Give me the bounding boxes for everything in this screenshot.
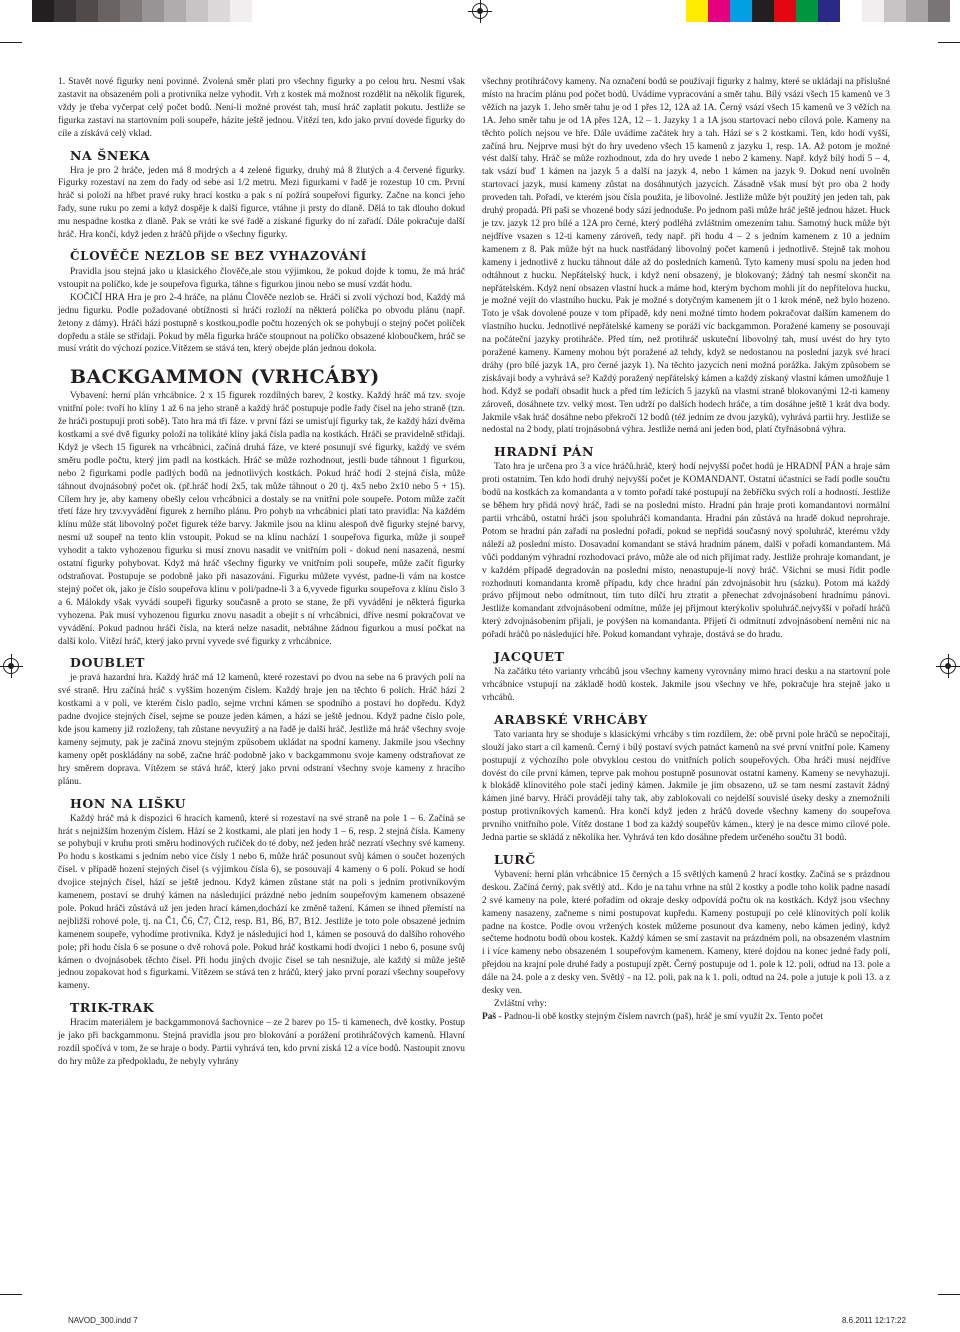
color-swatch-3 [730,0,752,22]
na-sneka-paragraph: Hra je pro 2 hráče, jeden má 8 modrých a 4 zelené figurky, druhý má 8 žlutých a 4 červené figurky. Figurky rozestaví na zem do řady od sebe asi 1/2 metru. Mezi figurkami v řadě je rozestup 10 cm. První hráč si položí na hřbet pravé ruky hrací kostku a pak s ní požírá soupeřovi figurky. Začne na konci jeho řady, sune ruku po zemi a když dospěje k další figurce, vtáhne ji prsty do dlaně. Dělá to tak dlouho dokud mu nespadne kostka z dlaně. Pak se vrátí ke své řadě a získané figurky do ní zařadí. Dále pokračuje další hráč. Hra končí, když jeden z hráčů přijde o všechny figurky. [58,165,465,241]
color-swatch-11 [906,0,928,22]
lurc-pas-paragraph [482,1011,890,1024]
clovece-paragraph: Pravidla jsou stejná jako u klasického člověče,ale stou výjimkou, že pokud dojde k tomu, že má hráč vstoupit na políčko, kde je soupeřova figurka, táhne s figurkou jinou nebo se musí vzdát hodu. [58,266,465,290]
trik-trak-heading: TRIK-TRAK [70,1000,155,1016]
trik-trak-paragraph: Hracím materiálem je backgammonová šachovnice – ze 2 barev po 15- ti kamenech, dvě kostky. Postup je jako při backgammonu. Stejná pravidla jsou pro blokování a porážení protihráčových kamenů. Hlavní rozdíl spočívá v tom, že se hraje o body. Partii vyhrává ten, kdo první získá 12 a více bodů. Nastoupit znovu do hry může za předpokladu, že nebyly vyhrány [58,1018,465,1067]
rule-1-paragraph: 1. Stavět nové figurky není povinné. Zvolená směr platí pro všechny figurky a po celou hru. Nesmí však zastavit na obsazeném poli a protivníka nelze vyhodit. Vrh z kostek má možnost rozdělit na několik figurek, vždy je třeba vyčerpat celý počet bodů. Není-li možné provést tah, musí hráč zaplatit pokutu. Jestliže se figurka zastaví na startovním poli soupeře, házíte ještě jednou. Vítězí ten, kdo jako první dovede figurky do cíle a získává celý vklad. [58,77,465,139]
color-swatch-8 [840,0,862,22]
doublet-paragraph: je pravá hazardní hra. Každý hráč má 12 kamenů, které rozestaví po dvou na sebe na 6 pravých polí na své straně. Hru začíná hráč s vyšším hozeným číslem. Každý hraje jen na těchto 6 polích. Hráč hází 2 kostkami a v poli, ve kterém číslo padlo, sejme vrchní kámen se spodního a postaví ho dopředu. Když padne dvojice stejných čísel, sejme se pouze jeden kámen, a hází se ještě jednou. Když padne číslo pole, kde jsou kameny již rozloženy, tah zůstane nevyužitý a na řadě je další hráč. Jestliže má hráč všechny svoje kameny sejmuty, pak je začíná znovu stejným způsobem ukládat na spodní kameny. Jakmile jsou všechny kameny opět poskládány na sobě, začne hráč podobně jako v backgammonu svoje kameny odstraňovat ze hry směrem doprava. Vítězem se stává hráč, který jako první odstraní všechny svoje kameny z hracího plánu. [58,673,465,787]
jacquet-paragraph: Na začátku této varianty vrhcábů jsou všechny kameny vyrovnány mimo hrací desku a na startovní pole vrhcábnice vstupují na základě hodů kostek. Jakmile jsou všechny ve hře, pokračuje hra stejně jako u vrhcábů. [482,667,890,703]
registration-mark-left-icon [3,658,19,674]
gray-swatch-4 [98,0,120,22]
trim-mark [0,1294,22,1295]
color-swatch-6 [796,0,818,22]
registration-mark-right-icon [940,658,956,674]
grayscale-calibration-bar [32,0,252,22]
left-column [58,76,465,1069]
pas-term: Paš [482,1011,497,1022]
hon-na-lisku-heading: HON NA LIŠKU [70,795,187,811]
jacquet-heading: JACQUET [494,649,565,665]
color-swatch-1 [686,0,708,22]
color-swatch-12 [928,0,950,22]
backgammon-paragraph: Vybavení: herní plán vrhcábnice. 2 x 15 figurek rozdílných barev, 2 kostky. Každý hráč má tzv. svoje vnitřní pole: tvoří ho klíny 1 až 6 na jeho straně a každý hráč postupuje podle řady čísel na jeho straně (tzn. že hráči postupují proti sobě). Tato hra má tři fáze. v první fázi se umisťují figurky tak, že každý hází dvěma kostkami a své dvě figurky položí na tolikáté klíny jaká čísla padla na kostkách. Hráči se pravidelně střídají. Když je všech 15 figurek na vrhcábnici, začíná druhá fáze, ve které posunují své figurky, každý ve svém směru podle počtu, který jim padl na kostkách. Hráč se může rozhodnout, jestli bude táhnout 1 figurkou, nebo 2 figurkami podle padlých bodů na jednotlivých kostkách. Pokud hráč hodí 2 stejná čísla, může táhnout dvojnásobný počet ok. (př.hráč hodí 2x5, tak může táhnout o 20 tj. 4x5 nebo 2x10 nebo 5 + 15). Cílem hry je, aby kameny obešly celou vrhcábnici a dostaly se na vnitřní pole soupeře. Potom může začít třetí fáze hry tzv.vyvádění figurek z herního plánu. Pro pohyb na vrhcábnici platí tato pravidla: Na každém klínu může stát libovolný počet figurek téže barvy. Jakmile jsou na klínu alespoň dvě figurky stejné barvy, nesmí už soupeř na tento klín vstoupit. Pokud se na klínu nachází 1 soupeřova figurka, může ji soupeř vyhodit a takto vyhozenou figurku si musí znovu nasadit ve vnitřním poli - dokud není nasazená, nesmí ostatní figurky pohybovat. Když má hráč všechny figurky ve vnitřním poli soupeře, může začít figurky odstraňovat. Postupuje se podobně jako při nasazování. Figurku můžete vyvést, padne-li vám na kostce stejný počet ok, jako je číslo soupeřova klínu v poli/padne-li 3 a 6,vyvede figurku soupeřova z klínu čislo 3 a 6. Málokdy však vyvádí soupeři figurky současně a proto se stane, že při vyvádění je některá figurka vyhozena. Pak musí vyhozenou figurku znovu nasadit a obejít s ní vrhcábnici, dříve nesmí pokračovat ve vyvádění. Pokud padnou hráči čísla, na která nelze nasadit, nebtáhne žádnou figurkou a musí počkat na další kolo. Vítězí hráč, který jako první vyvede své figurky z vrhcábnice. [58,391,465,647]
clovece-heading: ČLOVĚČE NEZLOB SE BEZ VYHAZOVÁNÍ [70,248,367,263]
trik-trak-continued-paragraph: všechny protihráčovy kameny. Na označení bodů se používají figurky z halmy, které se ukládají na příslušné místo na hracím plánu pod počet bodů. Uvádíme vypracování a směr tahu. Bílý vsází všech 15 kamenů ve 3 věžích na jazyk 1. Jeho směr tahu je od 1 přes 12, 12A až 1A. Černý vsází všech 15 kamenů ve 3 věžích na 1A. Jeho směr tahu je od 1A přes 12A, 12 – 1. Jazyky 1 a 1A jsou startovací nebo cílová pole. Kameny na těchto polích nejsou ve hře. Dále uvádíme začátek hry a tah. Hází se s 2 kostkami. Ten, kdo hodí vyšší, začíná hru. Nejprve musí být do hry uvedeno všech 15 kamenů z jazyku 1, resp. 1A. Až potom je možné vést další tahy. Hráč se může rozhodnout, zda do hry uvede 1 nebo 2 kameny. Např. když bílý hodí 5 – 4, tak vsází buď 1 kámen na jazyk 5 a další na jazyk 4, nebo 1 kámen na jazyk 9. Dokud není uvolněn startovací jazyk, musí kameny zůstat na dosáhnutých jazycích. Zásadně však musí být pro oba 2 hody proveden tah. Pořadí, ve kterém jsou čísla použita, je libovolné. Jestliže může být použitý jen jeden tah, pak druhý propadá. Při paši se vhozené body sází jednoduše. Po jednom paši může hráč ještě jednou házet. Huck je tzv. jazyk 12 pro bílé a 12A pro černé, který podléhá zvláštním omezením tahu. Samotný huck může být nejdříve vsazen s 12-ti kameny zároveň, tedy např. při hodu 4 – 2 s jedním kamenem z 10 a jedním kamenem z 8. Pak může být na huck nastřádaný libovolný počet kamenů i jednotlivě. Stejně tak mohou kameny i jednotlivě z hucku táhnout dále až do posledních kamenů. Tyto kameny musí spolu na jeden hod odtáhnout z hucku. Nepřátelský huck, i když není obsazený, je blokovaný; žádný tah nesmí skončit na nepřátelském. Když není obsazen vlastní huck a máme hod, kterým bychom mohli jít do nepřítelova hucku, je možné vejít do vlastního hucku. Pak je možné s dotyčným kamenem jít o 1 krok méně, než bylo hozeno. Toto je však dovolené pouze v tom případě, kdy není možné tímto hodem pokračovat dalším kamenem do vlastního hucku. Jednotlivé nepřátelské kameny se poráží víc backgammon. Poražené kameny se posouvají na počáteční jazyky protihráče. Před tím, než protihráč uskuteční libovolný tah, musí uvést do hry tyto poražené kameny. Kameny mohou být poražené až tehdy, když se nedostanou na poslední jazyk své hrací dráhy (pro bílé jazyk 1A, pro černé jazyk 1). Na těchto jazycích není možná porážka. Jakým způsobem se získávají body a vyhrává se? Každý poražený nepřátelský kámen a každý získaný vlastní kámen umožňuje 1 hod. Když se podaří obsadit huck a před tím ležících 5 jazyků na vlastní straně blokovanými 12-ti kameny zároveň, dosáhnete tzv. velký most. Ten udrží po dalších hodech hráče, a tím dosáhne ještě 1 krát dva body. Jakmile však hráč dosáhne nebo překročí 12 bodů (též jedním ze dvou jazyků), vyhrává partii hry. Jestliže se nedostal na 2 body, platí trojnásobná výhra. Jestliže nemá ani jeden bod, platí čtyřnásobná výhra. [482,77,890,436]
pas-text: - Padnou-li obě kostky stejným číslem navrch (paš), hráč je smí využít 2x. Tento počet [496,1011,824,1022]
color-swatch-7 [818,0,840,22]
timestamp-slug: 8.6.2011 12:17:22 [842,1316,906,1325]
gray-swatch-6 [142,0,164,22]
arabske-vrhcaby-paragraph: Tato varianta hry se shoduje s klasickými vrhcáby s tím rozdílem, že: obě první pole hráčů se nepočítají, slouží jako start a cíl kamenů. Černý i bílý postaví svých patnáct kamenů na své první vnitřní pole. Kameny postupují z výchozího pole obvyklou cestou do vnitřních polích soupeřových. Oba hráči musí nejdříve dovést do cíle první kámen, teprve pak mohou postupně posunovat ostatní kameny. Kameny se nevyhazují. k blokádě klínovitého pole stačí jediný kámen. Jakmile je jím obsazeno, už se tam nesmí zastavit žádný kámen jiné barvy. Hráči provádějí tahy tak, aby zablokovali co nejdelší souvislé úseky desky a znemožnili postup protivníkových kamenů. Hra končí když jeden z hráčů dovede všechny kameny do soupeřova prvního vnitřního pole. Vítěz dostane 1 bod za každý soupeřův kámen., který je na desce mimo cílové pole. Jedna partie se skládá z několika her. Vyhrává ten kdo dosáhne předem určeného součtu 31 bodů. [482,729,890,844]
backgammon-heading: BACKGAMMON (VRHCÁBY) [70,366,380,389]
trim-mark [938,1294,960,1295]
hradni-pan-heading: HRADNÍ PÁN [494,444,594,460]
arabske-vrhcaby-heading: ARABSKÉ VRHCÁBY [494,711,648,727]
gray-swatch-10 [230,0,252,22]
color-swatch-2 [708,0,730,22]
kocici-hra-paragraph: KOČIČÍ HRA Hra je pro 2-4 hráče, na plánu Člověče nezlob se. Hráči si zvolí výchozí bod, Každý má jednu figurku. Podle požadované obtížnosti si hráči rozloží na některá políčka po obvodu plánu (např. žetony z dámy). Hráči hází postupně s kostkou,podle počtu hozených ok se pohybují o stejný počet políček dopředu a stále se střídají. Pokud by měla figurka hráče stoupnout na políčko obsazené kloboučkem, hráč se musí vrátit do výchozí pozice.Vítězem se stává ten, který obejde plán jednou dokola. [58,292,465,355]
gray-swatch-7 [164,0,186,22]
gray-swatch-9 [208,0,230,22]
gray-swatch-8 [186,0,208,22]
color-swatch-10 [884,0,906,22]
gray-swatch-3 [76,0,98,22]
color-swatch-5 [774,0,796,22]
lurc-heading: LURČ [494,851,536,867]
gray-swatch-2 [54,0,76,22]
gray-swatch-5 [120,0,142,22]
right-column [482,76,890,1024]
color-swatch-9 [862,0,884,22]
hradni-pan-paragraph: Tato hra je určena pro 3 a více hráčů.hráč, který hodí nejvyšší počet hodů je HRADNÍ PÁN a hraje sám proti ostatním. Ten kdo hodí druhý nejvyšší počet je KOMANDANT. Ostatní účastníci se řadí podle součtu bodů na kostkách za komandanta a v tomto pořadí také postupují na žebříčku svých rolí a hodností. Jestliže se během hry přidá nový hráč, řadí se na poslední místo. Hradní pán hraje proti komandantovi normální partii vrhcábů, ostatní hráči jsou spoluhráči komandanta. Hradní pán zůstává na hradě dokud neprohraje. Potom se hradní pán zařadí na poslední pořadí, pokud se nepřidá současný nový spoluhráč, kterému vždy náleží až poslední místo. Dosavadní komandant se stává hradním pánem, další v pořadí komandantem. Má vůči poddaným výhradní rozhodovací právo, může ale od nich přijímat rady. Jestliže prohraje komandant, je v každém případě degradován na poslední místo, nenastupuje-li nový hráč. Všichni se musí řídit podle rozhodnutí komandanta kromě případu, kdy chce hradní pán zdvojnásobit hru (sázku). Potom má každý právo přijmout nebo odmítnout, tím tuto dílčí hru ztratit a přenechat zdvojnásobení hradnímu pánovi. Jestliže komandant zdvojnásobení odmítne, může jej přijmout kterýkoliv spoluhráč.nejvyšší v pořadí hráčů který zdvojnásobením přijali, je povýšen na komandanta. Přijetí či odmítnutí zdvojnásobení nemění nic na pořadí hráčů po následující hře. Pokud komandant vyhraje, dostává se do hradu. [482,462,890,641]
lurc-special-label: Zvláštní vrhy: [494,999,547,1009]
doublet-heading: DOUBLET [70,655,146,671]
trim-mark [0,42,22,43]
lurc-paragraph: Vybavení: herní plán vrhcábnice 15 černých a 15 světlých kamenů 2 hrací kostky. Začíná se s prázdnou deskou. Začíná černý, pak světlý atd.. Kdo je na tahu vrhne na stůl 2 kostky a podle toho kolik padne nasadí 2 své kameny na pole, které pořadím od okraje desky odpovídá počtu ok na kostkách. Když jsou všechny kameny nasazeny, začneme s nimi postupovat kupředu. Kameny postupují po celé klínovitých polí kolik padne na kostce. Podle ovou vržených kostek můžeme posunout dva kameny, nebo kámen jediný, když sečteme hodnotu bodů obou kostek. Každý kámen se smí zastavit na prázdném poli, na obsazeném vlastním i i více kameny nebo obsazeném 1 soupeřovým kamenem. Kameny, které dojdou na konec jedné řady polí, přejdou na krajní pole druhé řady a postupují zpět. Černý postupuje od 1. pole k 12. poli, odtud na 13. pole a dále na 24. pole a z desky ven. Světlý - na 12. poli, pak na k 1. poli, odtud na 24. pole a jutuje k poli 13. a z desky ven. [482,869,890,997]
hon-na-lisku-paragraph: Každý hráč má k dispozici 6 hracích kamenů, které si rozestaví na své straně na pole 1 – 6. Začíná se hrát s nejnižším hozeným číslem. Hází se 2 kostkami, ale platí jen hody 1 – 6, resp. 2 stejná čísla. Kameny se pohybují v kruhu proti směru hodinových ručiček do té doby, než jeden hráč nezratí všechny své kameny. Po hodu s kostkami s jedním nebo více čísly 1 nebo 6, může hráč posunout svůj kámen o součet hozených čísel. v případě hození stejných čísel (s výjimkou čísla 6), se posouvají 4 kameny o 6 polí. Pokud se hodí dvojice stejných čísel, hází se ještě jednou. Když kámen zůstane stát na poli s jedním protivníkovým kamenem, postaví se druhý kámen na následující prázdné nebo jedním soupeřovým kamenem obsazené pole. Pokud hráči zůstává už jen jeden hrací kámen,dochází ke změně tažení. Kámen se ihned přemístí na nejbližší rohové pole, tj. na Č1, Č6, Č7, Č12, resp. B1, B6, B7, B12. Jestliže je toto pole obsazené jedním kamenem soupeře, vyhodíme protivníka. Když je následující hod 1, kámen se posouvá do dalšího rohového pole; při hodu čísla 6 se posune o dvě rohová pole. Pokud hráč kostkami hodí dvojici 1 nebo 6, posune svůj kámen o dvojnásobek těchto čísel. Při hodu jiných dvojic čísel se tah nesnižuje, ale každý si může ještě jednou zopakovat hod s figurkami. Vítězem se stává ten z hráčů, který jako první porazí všechny soupeřovy kameny. [58,813,465,992]
registration-mark-top-icon [472,3,488,19]
na-sneka-heading: NA ŠNEKA [70,147,151,163]
trim-mark [938,42,960,43]
color-swatch-4 [752,0,774,22]
file-slug: NAVOD_300.indd 7 [68,1316,138,1325]
color-calibration-bar [686,0,950,22]
gray-swatch-1 [32,0,54,22]
